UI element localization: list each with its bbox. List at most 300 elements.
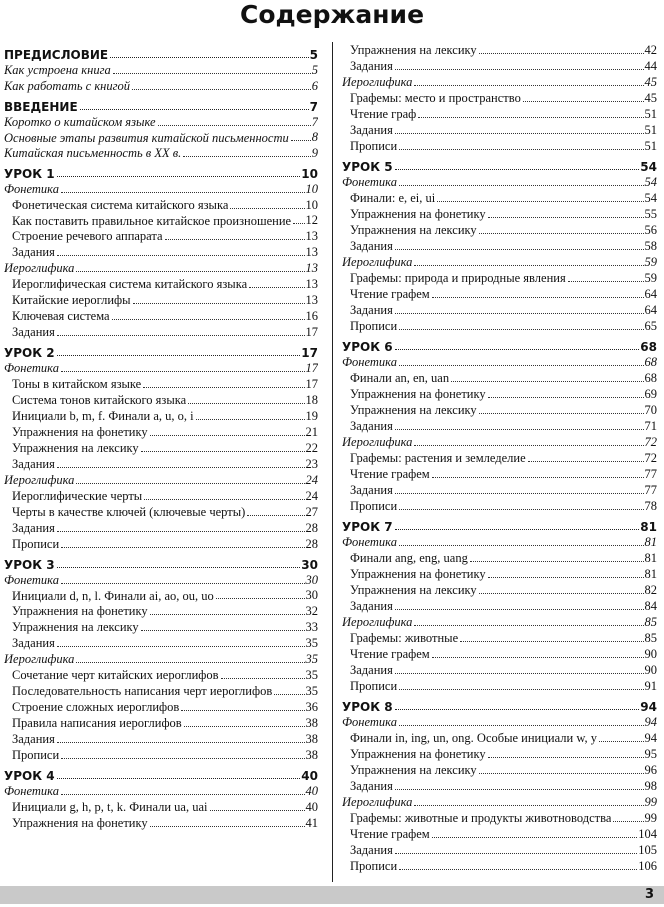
toc-item-entry <box>342 138 657 154</box>
dot-leader <box>399 509 643 510</box>
toc-entry-title: Фонетика <box>342 355 397 369</box>
dot-leader <box>460 641 643 642</box>
toc-right-column <box>342 42 657 874</box>
toc-item-entry <box>342 498 657 514</box>
dot-leader <box>216 598 305 599</box>
toc-item-entry <box>342 286 657 302</box>
dot-leader <box>230 208 304 209</box>
toc-entry-title: Тоны в китайском языке <box>12 377 142 391</box>
toc-item-entry <box>342 450 657 466</box>
dot-leader <box>112 319 305 320</box>
toc-entry-title: Прописи <box>350 499 398 513</box>
toc-entry-title: Упражнения на лексику <box>350 583 477 597</box>
toc-entry-title: Задания <box>350 303 393 317</box>
dot-leader <box>395 349 640 350</box>
toc-page-number: 77 <box>644 483 657 497</box>
toc-page-number: 16 <box>305 309 318 323</box>
toc-entry-title: Задания <box>350 663 393 677</box>
toc-page-number: 51 <box>644 123 657 137</box>
toc-page-number: 77 <box>644 467 657 481</box>
dot-leader <box>432 837 638 838</box>
toc-page-number: 10 <box>301 167 318 181</box>
dot-leader <box>76 662 304 663</box>
toc-section-entry <box>4 78 318 94</box>
dot-leader <box>599 741 643 742</box>
toc-entry-title: Упражнения на лексику <box>350 403 477 417</box>
toc-lesson-entry <box>4 44 318 62</box>
toc-item-entry <box>342 598 657 614</box>
toc-section-entry <box>4 181 318 197</box>
dot-leader <box>80 109 309 110</box>
toc-entry-title: Графемы: место и пространство <box>350 91 521 105</box>
dot-leader <box>395 169 640 170</box>
toc-section-entry <box>4 572 318 588</box>
toc-item-entry <box>342 678 657 694</box>
toc-page-number: 54 <box>640 160 657 174</box>
toc-page-number: 40 <box>301 769 318 783</box>
toc-page-number: 81 <box>644 567 657 581</box>
toc-entry-title: Иероглифика <box>4 473 75 487</box>
dot-leader <box>399 869 637 870</box>
dot-leader <box>479 413 644 414</box>
toc-entry-title: Финали in, ing, un, ong. Особые инициали w, y <box>350 731 598 745</box>
toc-entry-title: Упражнения на фонетику <box>350 387 486 401</box>
dot-leader <box>399 545 644 546</box>
toc-page-number: 58 <box>644 239 657 253</box>
toc-entry-title: Задания <box>350 779 393 793</box>
toc-section-entry <box>4 472 318 488</box>
toc-entry-title: Ключевая система <box>12 309 110 323</box>
toc-page-number: 8 <box>311 130 318 144</box>
dot-leader <box>76 271 304 272</box>
toc-page-number: 54 <box>644 175 657 189</box>
toc-page-number: 51 <box>644 107 657 121</box>
page-number: 3 <box>644 887 654 902</box>
toc-page-number: 68 <box>644 355 657 369</box>
toc-page-number: 21 <box>305 425 318 439</box>
toc-entry-title: Иероглифические черты <box>12 489 143 503</box>
toc-page-number: 105 <box>638 843 657 857</box>
toc-entry-title: Задания <box>12 457 55 471</box>
dot-leader <box>414 85 643 86</box>
toc-entry-title: Упражнения на лексику <box>350 223 477 237</box>
dot-leader <box>399 329 643 330</box>
dot-leader <box>158 125 311 126</box>
toc-section-entry <box>4 360 318 376</box>
toc-page-number: 5 <box>311 63 318 77</box>
dot-leader <box>57 355 301 356</box>
toc-section-entry <box>4 145 318 161</box>
toc-item-entry <box>4 588 318 603</box>
toc-left-column <box>4 42 318 831</box>
toc-item-entry <box>4 799 318 815</box>
toc-page-number: 35 <box>305 668 318 682</box>
toc-entry-title: Задания <box>350 239 393 253</box>
toc-item-entry <box>4 324 318 340</box>
toc-page-number: 35 <box>305 636 318 650</box>
toc-page-number: 54 <box>644 191 657 205</box>
dot-leader <box>57 467 305 468</box>
toc-item-entry <box>342 302 657 318</box>
dot-leader <box>395 69 644 70</box>
toc-section-entry <box>4 114 318 130</box>
toc-item-entry <box>4 244 318 260</box>
toc-section-entry <box>342 714 657 730</box>
toc-entry-title: Правила написания иероглифов <box>12 716 182 730</box>
toc-entry-title: Графемы: животные и продукты животноводства <box>350 811 612 825</box>
toc-entry-title: Строение сложных иероглифов <box>12 700 180 714</box>
toc-page-number: 35 <box>305 652 318 666</box>
dot-leader <box>57 742 305 743</box>
toc-page-number: 36 <box>305 700 318 714</box>
toc-item-entry <box>4 197 318 213</box>
toc-page-number: 35 <box>305 684 318 698</box>
toc-page-number: 12 <box>305 213 318 227</box>
dot-leader <box>141 630 305 631</box>
toc-entry-title: Прописи <box>12 537 60 551</box>
toc-item-entry <box>342 646 657 662</box>
toc-entry-title: Фонетика <box>342 175 397 189</box>
dot-leader <box>61 583 305 584</box>
toc-entry-title: Прописи <box>12 748 60 762</box>
toc-page-number: 38 <box>305 732 318 746</box>
toc-section-entry <box>342 74 657 90</box>
toc-page-number: 18 <box>305 393 318 407</box>
dot-leader <box>432 477 644 478</box>
toc-lesson-entry <box>4 765 318 783</box>
dot-leader <box>395 249 644 250</box>
toc-entry-title: Иероглифика <box>342 795 413 809</box>
dot-leader <box>395 609 644 610</box>
toc-item-entry <box>4 408 318 424</box>
toc-entry-title: Строение речевого аппарата <box>12 229 163 243</box>
dot-leader <box>399 185 644 186</box>
toc-page-number: 64 <box>644 287 657 301</box>
toc-page-number: 51 <box>644 139 657 153</box>
dot-leader <box>568 281 644 282</box>
dot-leader <box>57 176 301 177</box>
toc-item-entry <box>342 106 657 122</box>
toc-item-entry <box>342 190 657 206</box>
toc-entry-title: Задания <box>12 245 55 259</box>
toc-lesson-entry <box>4 554 318 572</box>
dot-leader <box>274 694 304 695</box>
toc-item-entry <box>342 386 657 402</box>
toc-entry-title: Задания <box>350 599 393 613</box>
dot-leader <box>437 201 643 202</box>
toc-page-number: 17 <box>305 325 318 339</box>
toc-page-number: 13 <box>305 261 318 275</box>
toc-page-number: 69 <box>644 387 657 401</box>
dot-leader <box>57 531 305 532</box>
toc-entry-title: Задания <box>350 483 393 497</box>
dot-leader <box>61 192 305 193</box>
toc-entry-title: Задания <box>350 59 393 73</box>
toc-page-number: 24 <box>305 489 318 503</box>
toc-entry-title: Упражнения на фонетику <box>12 816 148 830</box>
toc-entry-title: Фонетика <box>4 573 59 587</box>
toc-item-entry <box>4 292 318 308</box>
toc-entry-title: Фонетика <box>342 535 397 549</box>
toc-page-number: 7 <box>311 115 318 129</box>
toc-page-number: 91 <box>644 679 657 693</box>
toc-page-number: 10 <box>305 198 318 212</box>
toc-page-number: 68 <box>640 340 657 354</box>
toc-section-entry <box>342 354 657 370</box>
toc-page-number: 24 <box>305 473 318 487</box>
toc-item-entry <box>4 715 318 731</box>
toc-entry-title: УРОК 4 <box>4 769 55 783</box>
toc-entry-title: Иероглифика <box>342 435 413 449</box>
dot-leader <box>395 529 640 530</box>
toc-section-entry <box>4 62 318 78</box>
toc-lesson-entry <box>4 96 318 114</box>
toc-entry-title: Фонетика <box>4 361 59 375</box>
toc-page-number: 59 <box>644 271 657 285</box>
toc-item-entry <box>4 699 318 715</box>
toc-entry-title: УРОК 5 <box>342 160 393 174</box>
toc-entry-title: Инициали g, h, p, t, k. Финали ua, uai <box>12 800 208 814</box>
dot-leader <box>210 810 305 811</box>
toc-page-number: 94 <box>640 700 657 714</box>
toc-item-entry <box>4 424 318 440</box>
toc-item-entry <box>4 504 318 520</box>
toc-item-entry <box>4 603 318 619</box>
toc-item-entry <box>4 308 318 324</box>
toc-entry-title: УРОК 7 <box>342 520 393 534</box>
dot-leader <box>61 371 305 372</box>
dot-leader <box>143 387 304 388</box>
toc-entry-title: Как устроена книга <box>4 63 111 77</box>
toc-entry-title: Иероглифика <box>4 652 75 666</box>
dot-leader <box>479 593 644 594</box>
dot-leader <box>247 515 304 516</box>
dot-leader <box>414 265 643 266</box>
toc-entry-title: Задания <box>350 419 393 433</box>
toc-page-number: 13 <box>305 277 318 291</box>
dot-leader <box>488 397 644 398</box>
toc-entry-title: Финали: e, ei, ui <box>350 191 436 205</box>
dot-leader <box>414 805 643 806</box>
toc-page-number: 90 <box>644 663 657 677</box>
toc-item-entry <box>342 402 657 418</box>
dot-leader <box>249 287 304 288</box>
toc-page-number: 84 <box>644 599 657 613</box>
toc-page-number: 64 <box>644 303 657 317</box>
dot-leader <box>61 758 304 759</box>
dot-leader <box>181 710 304 711</box>
toc-section-entry <box>342 434 657 450</box>
toc-entry-title: Чтение графем <box>350 827 430 841</box>
toc-item-entry <box>342 810 657 826</box>
toc-page-number: 28 <box>305 521 318 535</box>
dot-leader <box>479 773 644 774</box>
toc-page-number: 40 <box>305 800 318 814</box>
toc-page-number: 81 <box>644 551 657 565</box>
dot-leader <box>141 451 305 452</box>
dot-leader <box>488 577 644 578</box>
dot-leader <box>57 335 305 336</box>
toc-entry-title: Китайская письменность в XX в. <box>4 146 182 160</box>
toc-entry-title: Сочетание черт китайских иероглифов <box>12 668 219 682</box>
toc-page-number: 96 <box>644 763 657 777</box>
toc-entry-title: Финали ang, eng, uang <box>350 551 468 565</box>
toc-page-number: 41 <box>305 816 318 830</box>
toc-entry-title: Прописи <box>350 319 398 333</box>
toc-section-entry <box>342 614 657 630</box>
toc-page-number: 9 <box>311 146 318 160</box>
toc-page-number: 94 <box>644 715 657 729</box>
toc-page-number: 5 <box>309 48 318 62</box>
dot-leader <box>414 625 643 626</box>
dot-leader <box>133 303 305 304</box>
toc-item-entry <box>4 276 318 292</box>
toc-page-number: 45 <box>644 91 657 105</box>
dot-leader <box>150 826 305 827</box>
dot-leader <box>165 239 305 240</box>
toc-entry-title: Инициали d, n, l. Финали ai, ao, ou, uo <box>12 588 214 603</box>
toc-entry-title: Задания <box>350 123 393 137</box>
dot-leader <box>144 499 304 500</box>
toc-section-entry <box>4 130 318 145</box>
toc-item-entry <box>4 376 318 392</box>
dot-leader <box>293 223 304 224</box>
dot-leader <box>291 140 311 141</box>
toc-item-entry <box>342 826 657 842</box>
toc-item-entry <box>342 762 657 778</box>
toc-entry-title: Упражнения на лексику <box>12 620 139 634</box>
toc-item-entry <box>342 466 657 482</box>
toc-item-entry <box>342 206 657 222</box>
toc-page-number: 13 <box>305 229 318 243</box>
toc-entry-title: Упражнения на фонетику <box>350 747 486 761</box>
toc-page-number: 90 <box>644 647 657 661</box>
toc-entry-title: Как поставить правильное китайское произношение <box>12 213 292 228</box>
toc-lesson-entry <box>342 336 657 354</box>
toc-entry-title: ВВЕДЕНИЕ <box>4 100 78 114</box>
toc-page-number: 30 <box>305 588 318 602</box>
toc-item-entry <box>342 550 657 566</box>
toc-page-number: 99 <box>644 795 657 809</box>
toc-entry-title: Иероглифика <box>4 261 75 275</box>
dot-leader <box>479 53 644 54</box>
toc-item-entry <box>342 730 657 746</box>
toc-item-entry <box>4 635 318 651</box>
toc-entry-title: Прописи <box>350 679 398 693</box>
toc-item-entry <box>342 318 657 334</box>
dot-leader <box>184 726 305 727</box>
column-divider <box>332 42 333 882</box>
dot-leader <box>399 149 643 150</box>
toc-item-entry <box>342 778 657 794</box>
toc-page-number: 106 <box>638 859 657 873</box>
toc-entry-title: Прописи <box>350 139 398 153</box>
toc-entry-title: Иероглифика <box>342 615 413 629</box>
toc-entry-title: Иероглифика <box>342 255 413 269</box>
dot-leader <box>395 429 644 430</box>
toc-lesson-entry <box>4 342 318 360</box>
toc-page-number: 17 <box>301 346 318 360</box>
toc-page-number: 27 <box>305 505 318 519</box>
dot-leader <box>528 461 644 462</box>
toc-page-number: 32 <box>305 604 318 618</box>
toc-page-number: 22 <box>305 441 318 455</box>
toc-page-number: 104 <box>638 827 657 841</box>
toc-page-number: 28 <box>305 537 318 551</box>
toc-entry-title: Чтение графем <box>350 287 430 301</box>
dot-leader <box>57 646 305 647</box>
toc-entry-title: Упражнения на лексику <box>350 43 477 57</box>
toc-entry-title: Задания <box>12 636 55 650</box>
toc-entry-title: Чтение графем <box>350 467 430 481</box>
toc-page-number: 81 <box>644 535 657 549</box>
page-title: Содержание <box>239 0 425 29</box>
toc-entry-title: Черты в качестве ключей (ключевые черты) <box>12 505 246 519</box>
toc-item-entry <box>342 122 657 138</box>
toc-entry-title: Задания <box>350 843 393 857</box>
dot-leader <box>399 725 644 726</box>
toc-entry-title: Фонетика <box>4 182 59 196</box>
toc-item-entry <box>342 842 657 858</box>
toc-lesson-entry <box>342 516 657 534</box>
toc-page-number: 72 <box>644 451 657 465</box>
toc-page-number: 85 <box>644 615 657 629</box>
dot-leader <box>432 657 644 658</box>
dot-leader <box>57 567 301 568</box>
dot-leader <box>432 297 644 298</box>
toc-section-entry <box>4 783 318 799</box>
toc-item-entry <box>342 418 657 434</box>
toc-entry-title: Задания <box>12 325 55 339</box>
dot-leader <box>196 419 305 420</box>
toc-entry-title: Фонетическая система китайского языка <box>12 198 229 212</box>
dot-leader <box>61 547 304 548</box>
toc-page-number: 23 <box>305 457 318 471</box>
toc-section-entry <box>4 651 318 667</box>
dot-leader <box>395 493 644 494</box>
toc-page-number: 38 <box>305 716 318 730</box>
toc-entry-title: Как работать с книгой <box>4 79 131 93</box>
toc-page-number: 95 <box>644 747 657 761</box>
toc-entry-title: УРОК 1 <box>4 167 55 181</box>
toc-item-entry <box>4 815 318 831</box>
toc-item-entry <box>4 488 318 504</box>
toc-page-number: 10 <box>305 182 318 196</box>
toc-item-entry <box>342 270 657 286</box>
toc-page-number: 33 <box>305 620 318 634</box>
toc-item-entry <box>342 662 657 678</box>
toc-entry-title: Чтение графем <box>350 647 430 661</box>
toc-entry-title: УРОК 2 <box>4 346 55 360</box>
toc-page-number: 17 <box>305 361 318 375</box>
toc-entry-title: УРОК 6 <box>342 340 393 354</box>
toc-entry-title: Упражнения на лексику <box>12 441 139 455</box>
dot-leader <box>61 794 305 795</box>
toc-entry-title: ПРЕДИСЛОВИЕ <box>4 48 109 62</box>
toc-item-entry <box>342 42 657 58</box>
toc-entry-title: Задания <box>12 732 55 746</box>
toc-entry-title: Упражнения на фонетику <box>350 207 486 221</box>
toc-entry-title: УРОК 8 <box>342 700 393 714</box>
dot-leader <box>113 73 311 74</box>
toc-item-entry <box>4 747 318 763</box>
toc-entry-title: Прописи <box>350 859 398 873</box>
dot-leader <box>183 156 310 157</box>
toc-entry-title: Китайские иероглифы <box>12 293 131 307</box>
dot-leader <box>395 313 644 314</box>
toc-page-number: 81 <box>640 520 657 534</box>
toc-entry-title: Фонетика <box>342 715 397 729</box>
